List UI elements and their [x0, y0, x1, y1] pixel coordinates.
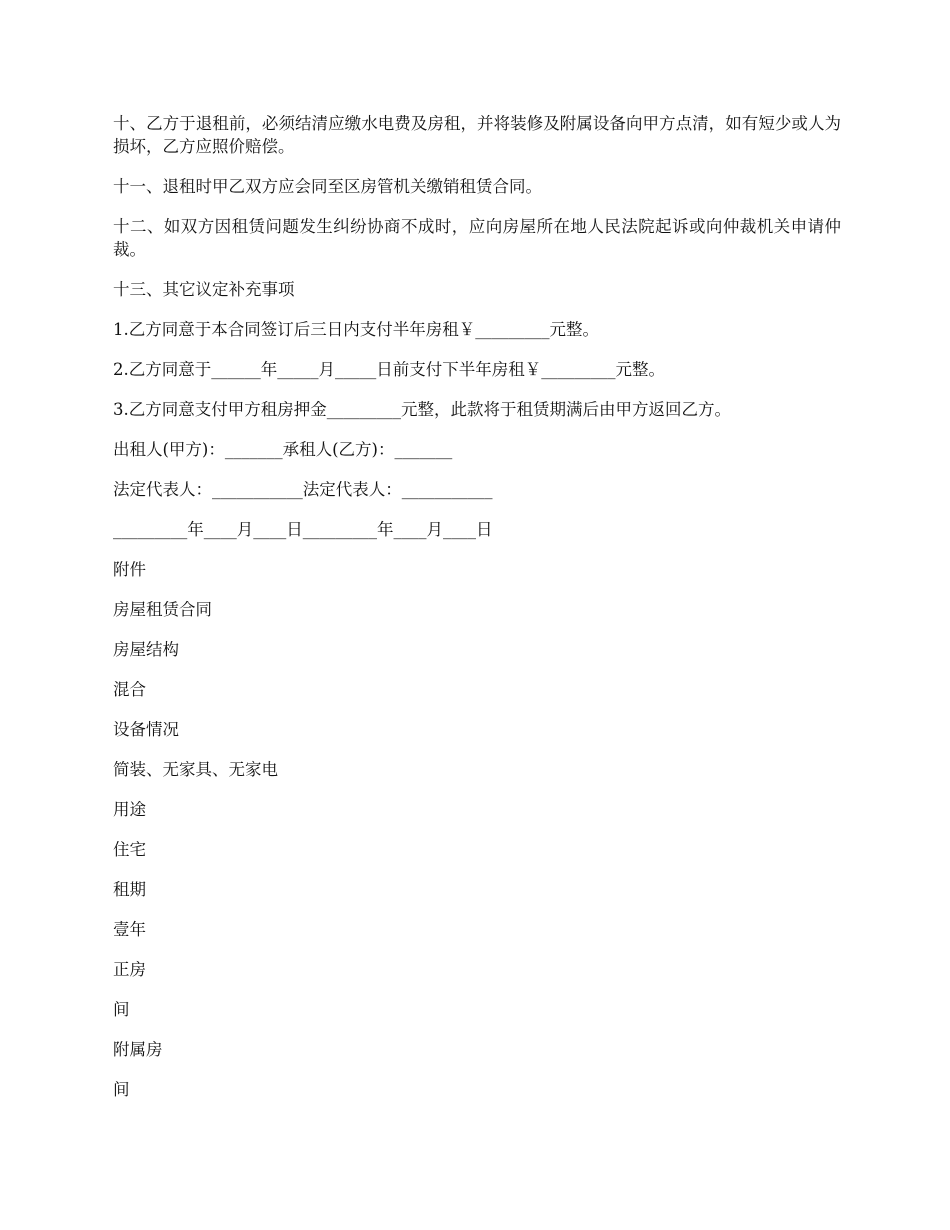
appendix-item: 正房: [113, 960, 146, 979]
clause-10: 十、乙方于退租前，必须结清应缴水电费及房租，并将装修及附属设备向甲方点清，如有短少或人为损坏，乙方应照价赔偿。: [113, 114, 841, 156]
appendix-item: 附属房: [113, 1040, 163, 1059]
appendix-item: 房屋租赁合同: [113, 600, 212, 619]
document-page: [113, 112, 841, 1118]
appendix-item: 租期: [113, 880, 146, 899]
appendix-item: 简装、无家具、无家电: [113, 760, 278, 779]
clause-12: 十二、如双方因租赁问题发生纠纷协商不成时，应向房屋所在地人民法院起诉或向仲裁机关申请仲裁。: [113, 217, 841, 259]
appendix-item: 住宅: [113, 840, 146, 859]
supplement-2: 2.乙方同意于______年_____月_____日前支付下半年房租￥_________元整。: [113, 360, 665, 379]
signature-dates: _________年____月____日_________年____月____日: [113, 520, 493, 539]
appendix-item: 混合: [113, 680, 146, 699]
signature-representatives: 法定代表人：___________法定代表人：___________: [113, 480, 493, 499]
appendix-item: 设备情况: [113, 720, 179, 739]
supplement-3: 3.乙方同意支付甲方租房押金_________元整，此款将于租赁期满后由甲方返回乙方。: [113, 400, 731, 419]
appendix-item: 用途: [113, 800, 146, 819]
signature-parties: 出租人(甲方)：_______承租人(乙方)：_______: [113, 440, 453, 459]
appendix-item: 间: [113, 1080, 130, 1099]
appendix-item: 壹年: [113, 920, 146, 939]
supplement-1: 1.乙方同意于本合同签订后三日内支付半年房租￥_________元整。: [113, 320, 599, 339]
clause-11: 十一、退租时甲乙双方应会同至区房管机关缴销租赁合同。: [113, 177, 542, 196]
appendix-item: 房屋结构: [113, 640, 179, 659]
appendix-item: 间: [113, 1000, 130, 1019]
clause-13: 十三、其它议定补充事项: [113, 280, 295, 299]
appendix-heading: 附件: [113, 560, 146, 579]
